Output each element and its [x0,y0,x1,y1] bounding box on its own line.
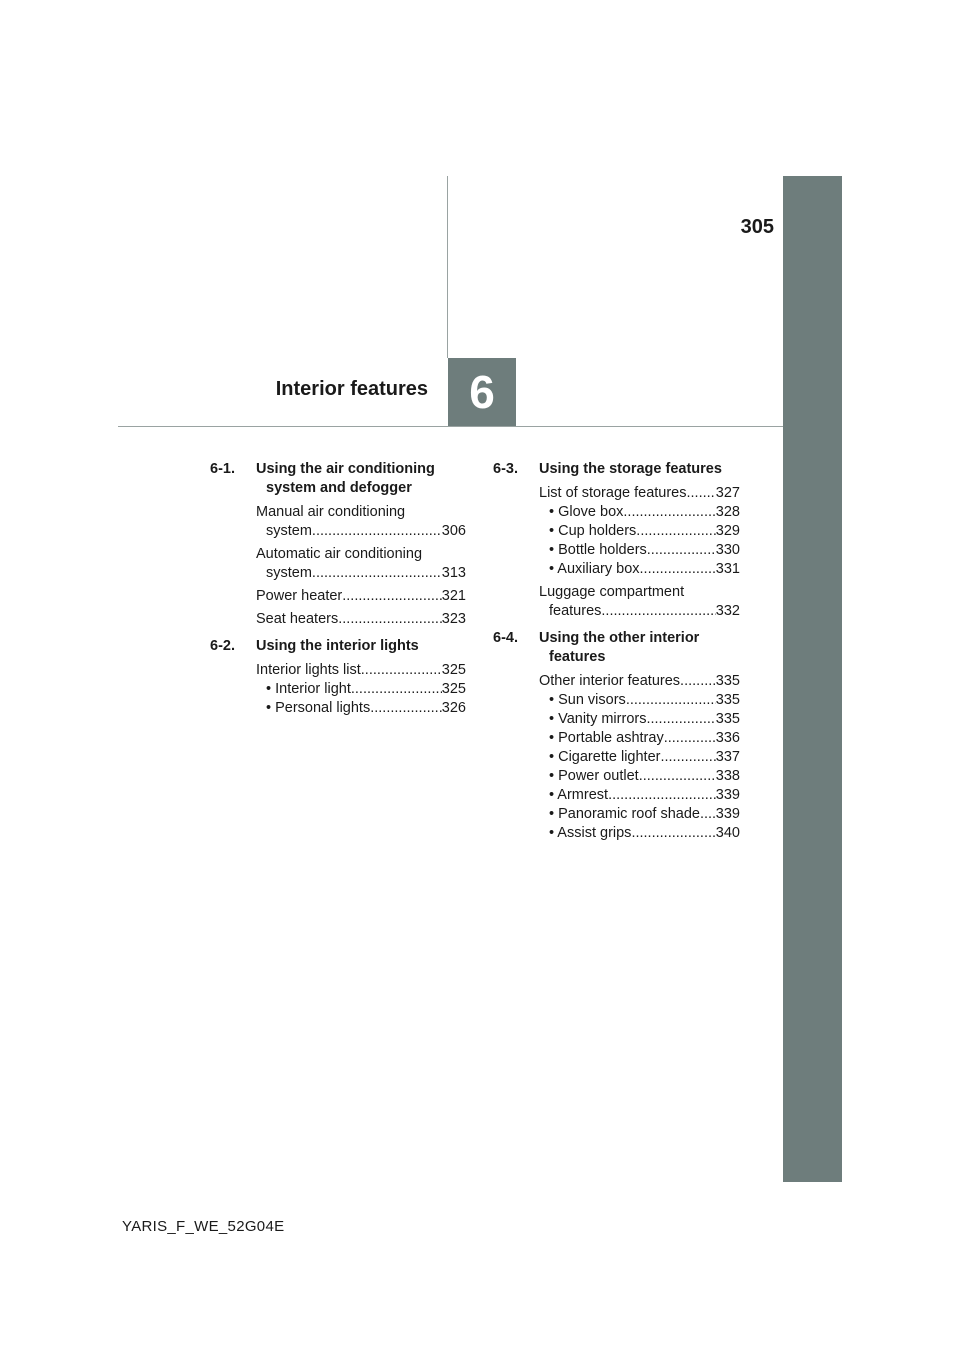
entry-page: 335 [715,673,740,689]
entry-label: Automatic air conditioning [256,546,423,562]
subitem-page: 326 [441,700,466,716]
toc-subitem[interactable] [539,541,740,560]
toc-subitem[interactable] [539,767,740,786]
subitem-page: 337 [715,749,740,765]
subitem-page: 335 [715,692,740,708]
entry-page: 323 [441,611,466,627]
subitem-label: • Cup holders [549,523,637,539]
toc-subitem[interactable] [539,729,740,748]
subitem-label: • Sun visors [549,692,626,708]
toc-section-heading[interactable] [210,460,466,498]
toc-subitem[interactable] [256,680,466,699]
toc-subitem[interactable] [539,560,740,579]
subitem-label: • Assist grips [549,825,632,841]
toc-subitem[interactable] [539,503,740,522]
toc-entry[interactable] [539,583,740,621]
toc-section-heading[interactable] [493,460,740,479]
subitem-page: 338 [715,768,740,784]
toc-subitem[interactable] [539,691,740,710]
header-vertical-rule [447,176,448,358]
subitem-label: • Cigarette lighter [549,749,661,765]
entry-label: List of storage features [539,485,687,501]
section-number: 6-4. [493,630,518,646]
entry-label: Interior lights list [256,662,361,678]
section-title: Using the interior lights [256,638,419,654]
entry-label: Luggage compartment [539,584,685,600]
toc-entry[interactable] [256,610,466,629]
subitem-label: • Power outlet [549,768,639,784]
toc-entry[interactable] [256,503,466,541]
header-horizontal-rule [118,426,783,427]
subitem-page: 330 [715,542,740,558]
subitem-label: • Interior light [266,681,351,697]
entry-label: system [266,565,312,581]
toc-subitem[interactable] [539,786,740,805]
toc-subitem[interactable] [256,699,466,718]
toc-entry[interactable] [256,545,466,583]
subitem-label: • Vanity mirrors [549,711,647,727]
toc-right-column [493,460,740,843]
subitem-label: • Armrest [549,787,609,803]
toc-subitem[interactable] [539,748,740,767]
subitem-label: • Auxiliary box [549,561,640,577]
subitem-label: • Personal lights [266,700,371,716]
chapter-title: Interior features [275,378,428,400]
section-title: Using the other interior features [539,630,700,665]
subitem-page: 329 [715,523,740,539]
entry-label: Other interior features [539,673,681,689]
subitem-page: 336 [715,730,740,746]
document-code-footer: YARIS_F_WE_52G04E [122,1218,285,1235]
toc-subitem[interactable] [539,710,740,729]
subitem-label: • Glove box [549,504,624,520]
section-title: Using the storage features [539,461,722,477]
entry-page: 306 [441,523,466,539]
entry-page: 327 [715,485,740,501]
section-title: Using the air conditioning system and defogger [256,461,435,496]
toc-subitem[interactable] [539,805,740,824]
entry-label: system [266,523,312,539]
subitem-page: 335 [715,711,740,727]
page-number: 305 [740,216,774,238]
toc-entry[interactable] [256,587,466,606]
toc-section-heading[interactable] [493,629,740,667]
subitem-page: 325 [441,681,466,697]
entry-page: 321 [441,588,466,604]
subitem-page: 331 [715,561,740,577]
toc-section-heading[interactable] [210,637,466,656]
section-number: 6-1. [210,461,235,477]
chapter-side-tab [783,176,842,1182]
entry-label: features [549,603,602,619]
entry-page: 313 [441,565,466,581]
subitem-label: • Bottle holders [549,542,647,558]
entry-page: 325 [441,662,466,678]
entry-label: Power heater [256,588,343,604]
entry-label: Seat heaters [256,611,339,627]
subitem-label: • Panoramic roof shade [549,806,700,822]
entry-label: Manual air conditioning [256,504,406,520]
entry-page: 332 [715,603,740,619]
subitem-label: • Portable ashtray [549,730,664,746]
subitem-page: 339 [715,787,740,803]
toc-subitem[interactable] [539,522,740,541]
toc-entry[interactable] [256,661,466,680]
section-number: 6-3. [493,461,518,477]
subitem-page: 340 [715,825,740,841]
chapter-number-box: 6 [448,358,516,426]
subitem-page: 328 [715,504,740,520]
subitem-page: 339 [715,806,740,822]
toc-left-column [210,460,466,718]
section-number: 6-2. [210,638,235,654]
toc-entry[interactable] [539,484,740,503]
toc-subitem[interactable] [539,824,740,843]
toc-entry[interactable] [539,672,740,691]
